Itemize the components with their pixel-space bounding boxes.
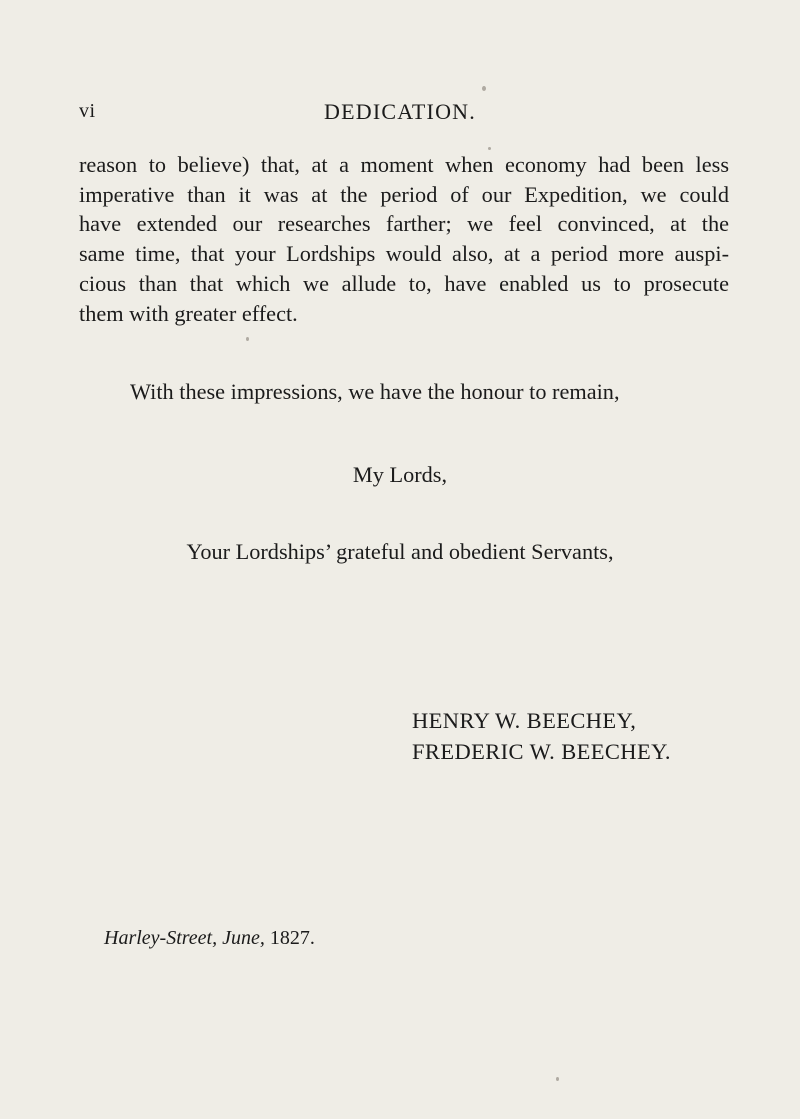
signature-block: [412, 705, 671, 767]
paper-speck: [488, 147, 491, 150]
paragraph-line: imperative than it was at the period of our Expedition, we could: [79, 181, 729, 207]
page-number: vi: [79, 100, 96, 122]
paper-speck: [556, 1077, 559, 1081]
paper-speck: [482, 86, 486, 91]
paragraph-line: have extended our researches farther; we feel convinced, at the: [79, 211, 729, 237]
signature-name: FREDERIC W. BEECHEY.: [412, 739, 671, 764]
salutation: My Lords,: [352, 462, 448, 487]
paragraph-line: same time, that your Lordships would also, at a period more auspi-: [79, 241, 729, 267]
signature-name: HENRY W. BEECHEY,: [412, 708, 637, 733]
dateline-place: Harley-Street,: [104, 927, 218, 949]
dateline-year: 1827.: [269, 927, 315, 949]
paragraph-line: reason to believe) that, at a moment when economy had been less: [79, 152, 729, 177]
paragraph-line: them with greater effect.: [79, 300, 298, 326]
paper-speck: [246, 337, 249, 341]
dedication-paragraph: [79, 150, 729, 328]
running-head: DEDICATION.: [324, 99, 476, 124]
valediction: Your Lordships’ grateful and obedient Servants,: [186, 539, 614, 564]
dateline: [104, 927, 315, 950]
dateline-month: June,: [222, 927, 265, 949]
paragraph-line: cious than that which we allude to, have enabled us to prosecute: [79, 270, 729, 296]
closing-phrase: With these impressions, we have the honour to remain,: [130, 379, 620, 404]
